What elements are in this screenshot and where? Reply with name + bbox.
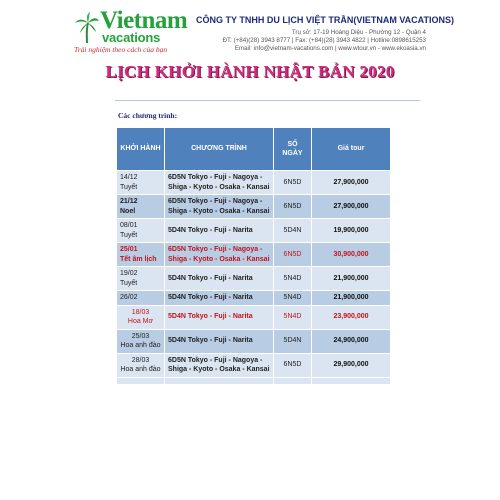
program-cell: 5D4N Tokyo - Fuji - Narita (165, 329, 274, 353)
days-cell: 6N5D (274, 195, 312, 219)
section-label: Các chương trình: (118, 111, 178, 120)
program-cell: 5D4N Tokyo - Fuji - Narita (165, 305, 274, 329)
company-address: Trụ sở: 17-19 Hoàng Diệu - Phường 12 - Quận 4 (291, 29, 426, 36)
departure-date: 25/01 (120, 246, 138, 253)
departure-cell (117, 195, 165, 219)
departure-date: 14/12 (120, 174, 138, 181)
table-row (117, 305, 391, 329)
departure-cell (117, 243, 165, 267)
footer-cell (165, 377, 274, 384)
page-title: LỊCH KHỞI HÀNH NHẬT BẢN 2020 (105, 62, 395, 81)
palm-tree-icon (74, 12, 100, 44)
table-footer-row (117, 377, 391, 384)
departure-cell (117, 329, 165, 353)
departure-note: Hoa anh đào (120, 366, 161, 373)
days-cell: 5N4D (274, 267, 312, 291)
departure-cell (117, 219, 165, 243)
price-cell: 27,900,000 (312, 171, 391, 195)
table-row (117, 291, 391, 306)
departure-date: 08/01 (120, 222, 138, 229)
price-cell: 29,900,000 (312, 353, 391, 377)
header-price: Giá tour (312, 128, 391, 171)
departure-note: Noel (120, 207, 136, 215)
company-email-web: Email: info@vietnam-vacations.com | www.wtour.vn - www.ekoasia.vn (234, 45, 426, 52)
program-cell: 6D5N Tokyo - Fuji - Nagoya - Shiga - Kyoto - Osaka - Kansai (165, 171, 274, 195)
departure-note: Tuyết (120, 231, 138, 239)
program-cell: 6D5N Tokyo - Fuji - Nagoya - Shiga - Kyoto - Osaka - Kansai (165, 195, 274, 219)
header-departure: KHỞI HÀNH (117, 128, 165, 171)
program-cell: 6D5N Tokyo - Fuji - Nagoya - Shiga - Kyoto - Osaka - Kansai (165, 243, 274, 267)
table-row (117, 195, 391, 219)
departure-date: 26/02 (120, 294, 138, 301)
departure-cell (117, 305, 165, 329)
program-cell: 6D5N Tokyo - Fuji - Nagoya - Shiga - Kyoto - Osaka - Kansai (165, 353, 274, 377)
price-cell: 21,900,000 (312, 291, 391, 306)
program-cell: 5D4N Tokyo - Fuji - Narita (165, 219, 274, 243)
days-cell: 5D4N (274, 329, 312, 353)
table-row (117, 219, 391, 243)
footer-cell (274, 377, 312, 384)
price-cell: 21,900,000 (312, 267, 391, 291)
table-row (117, 171, 391, 195)
days-cell: 6N5D (274, 353, 312, 377)
departure-note: Tuyết (120, 183, 138, 191)
brand-tagline: Trải nghiệm theo cách của bạn (74, 45, 168, 54)
departure-cell (117, 353, 165, 377)
departure-cell (117, 267, 165, 291)
footer-cell (117, 377, 165, 384)
days-cell: 5N4D (274, 305, 312, 329)
departure-note: Hoa Mơ (127, 318, 154, 325)
header-program: CHƯƠNG TRÌNH (165, 128, 274, 171)
days-cell: 6N5D (274, 171, 312, 195)
header-days: SỐ NGÀY (274, 128, 312, 171)
footer-cell (312, 377, 391, 384)
days-cell: 5N4D (274, 291, 312, 306)
days-cell: 6N5D (274, 243, 312, 267)
departure-date: 19/02 (120, 270, 138, 277)
schedule-table (116, 127, 390, 385)
price-cell: 23,900,000 (312, 305, 391, 329)
divider (115, 100, 420, 101)
table-row (117, 353, 391, 377)
brand-subname: vacations (102, 30, 161, 45)
company-name: CÔNG TY TNHH DU LỊCH VIỆT TRẦN(VIETNAM VACATIONS) (196, 15, 454, 25)
company-logo (74, 7, 192, 54)
departure-cell (117, 171, 165, 195)
price-cell: 27,900,000 (312, 195, 391, 219)
price-cell: 19,900,000 (312, 219, 391, 243)
departure-note: Tết âm lịch (120, 255, 157, 263)
departure-cell (117, 291, 165, 306)
program-cell: 5D4N Tokyo - Fuji - Narita (165, 291, 274, 306)
price-cell: 24,900,000 (312, 329, 391, 353)
departure-date: 28/03 (131, 356, 150, 364)
table-row (117, 267, 391, 291)
table-header-row (117, 128, 391, 171)
departure-date: 25/03 (131, 332, 150, 340)
departure-note: Tuyết (120, 279, 138, 287)
program-cell: 5D4N Tokyo - Fuji - Narita (165, 267, 274, 291)
company-phone: ĐT: (+84)(28) 3943 8777 | Fax: (+84)(28) 3943 4822 | Hotline:0898615253 (222, 37, 426, 44)
departure-date: 21/12 (120, 198, 138, 205)
brand-name: Vietnam (100, 7, 188, 34)
days-cell: 5D4N (274, 219, 312, 243)
departure-note: Hoa anh đào (120, 342, 161, 349)
table-row (117, 329, 391, 353)
table-row (117, 243, 391, 267)
price-cell: 30,900,000 (312, 243, 391, 267)
departure-date: 18/03 (131, 308, 150, 316)
